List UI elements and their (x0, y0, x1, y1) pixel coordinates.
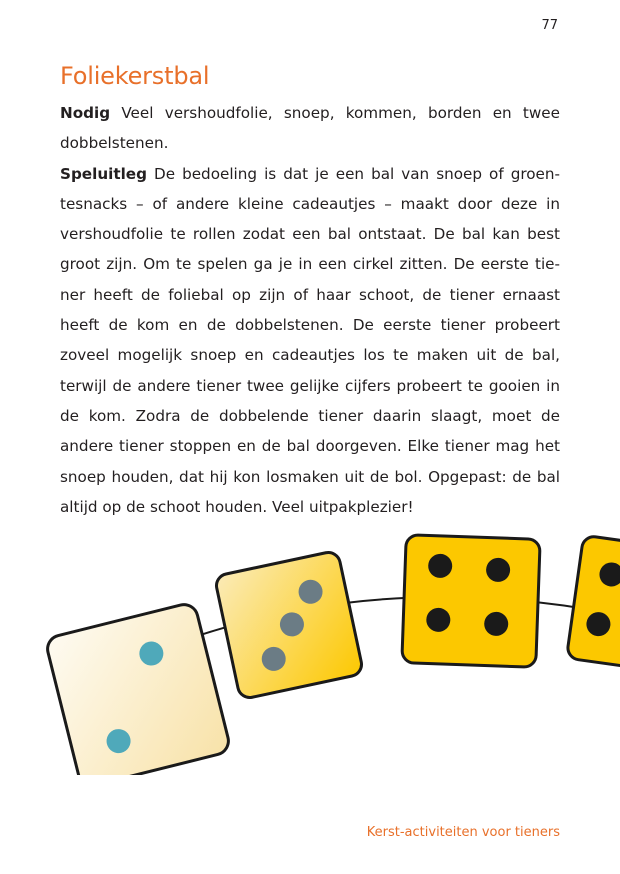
die-three (214, 550, 363, 699)
page-number: 77 (541, 18, 558, 33)
die-four (402, 535, 540, 668)
dice-illustration (0, 515, 620, 775)
needed-paragraph (60, 98, 560, 159)
die-two (45, 602, 232, 775)
instructions-label: Speluitleg (60, 164, 147, 183)
body-text (60, 98, 560, 522)
die-four-partial (566, 535, 620, 675)
page-title: Foliekerstbal (60, 62, 210, 90)
needed-label: Nodig (60, 104, 111, 122)
footer-text: Kerst-activiteiten voor tieners (366, 825, 560, 840)
instructions-paragraph (60, 159, 560, 523)
instructions-text: De bedoeling is dat je een bal van snoep of groentesnacks – of andere kleine cadeautjes – maakt door deze in vershoudfolie te rollen zodat een bal ontstaat. De bal kan best groot zijn. Om te spelen ga je in een cirkel zitten. De eerste tiener heeft de foliebal op zijn of haar schoot, de tiener ernaast heeft de kom en de dobbelstenen. De eerste tiener probeert zoveel mogelijk snoep en cadeautjes los te maken uit de bal, terwijl de andere tiener twee gelijke cijfers probeert te gooien in de kom. Zodra de dobbelende tiener daarin slaagt, moet de andere tiener stoppen en de bal doorgeven. Elke tiener mag het snoep houden, dat hij kon losmaken uit de bol. Opgepast: de bal altijd op de schoot houden. Veel uitpakplezier! (60, 164, 561, 516)
needed-text: Veel vershoudfolie, snoep, kommen, borden en twee dobbelstenen. (60, 104, 560, 153)
